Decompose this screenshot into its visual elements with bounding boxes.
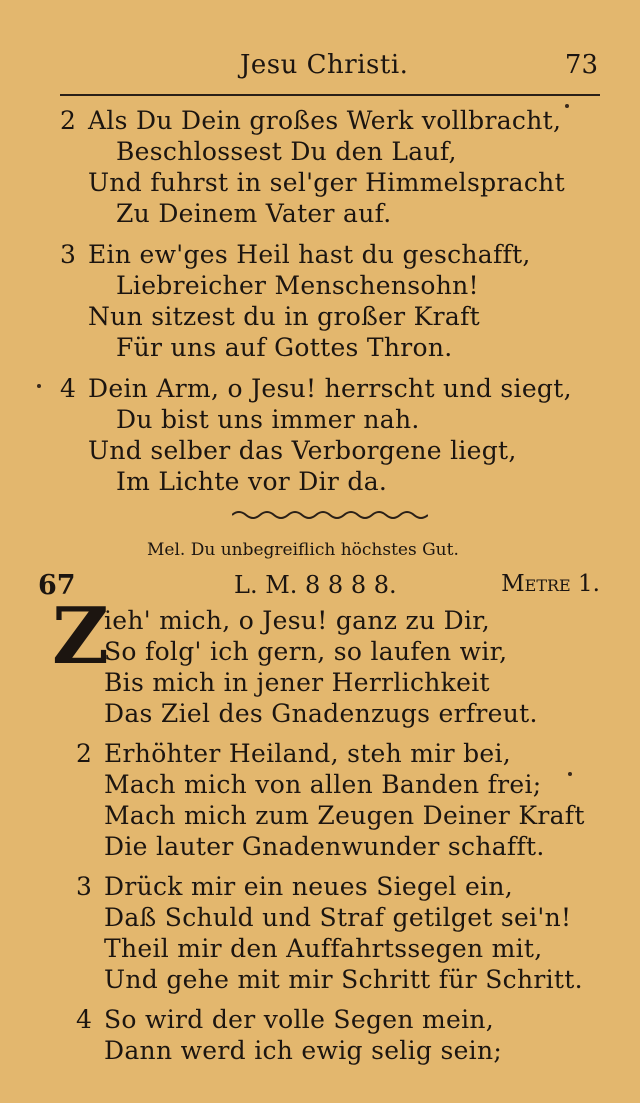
verse-line: Liebreicher Menschensohn! bbox=[116, 271, 479, 300]
verse-line: Zu Deinem Vater auf. bbox=[116, 199, 392, 228]
stanza-number: 2 bbox=[60, 106, 76, 135]
stanza-number: 4 bbox=[60, 374, 76, 403]
verse-line: Für uns auf Gottes Thron. bbox=[116, 333, 453, 362]
running-head bbox=[0, 50, 640, 86]
verse-line: ieh' mich, o Jesu! ganz zu Dir, bbox=[104, 606, 490, 635]
melody-note: Mel. Du unbegreiflich höchstes Gut. bbox=[147, 540, 459, 560]
hymn-separator-ornament bbox=[232, 509, 428, 521]
print-speck bbox=[565, 104, 569, 108]
running-title: Jesu Christi. bbox=[240, 50, 409, 80]
verse-line: Drück mir ein neues Siegel ein, bbox=[104, 872, 513, 901]
stanza-number: 3 bbox=[60, 240, 76, 269]
verse-line: Und gehe mit mir Schritt für Schritt. bbox=[104, 965, 583, 994]
verse-line: Theil mir den Auffahrtssegen mit, bbox=[104, 934, 543, 963]
meter: L. M. 8 8 8 8. bbox=[234, 571, 397, 599]
header-rule bbox=[60, 94, 600, 96]
verse-line: Und fuhrst in sel'ger Himmelspracht bbox=[88, 168, 565, 197]
verse-line: Im Lichte vor Dir da. bbox=[116, 467, 388, 496]
page-number: 73 bbox=[564, 50, 598, 80]
stanza-number: 3 bbox=[76, 872, 92, 901]
verse-line: Bis mich in jener Herrlichkeit bbox=[104, 668, 490, 697]
verse-line: Erhöhter Heiland, steh mir bei, bbox=[104, 739, 512, 768]
verse-line: Beschlossest Du den Lauf, bbox=[116, 137, 457, 166]
verse-line: Als Du Dein großes Werk vollbracht, bbox=[88, 106, 562, 135]
verse-line: Die lauter Gnadenwunder schafft. bbox=[104, 832, 545, 861]
stanza-number: 4 bbox=[76, 1005, 92, 1034]
verse-line: Daß Schuld und Straf getilget sei'n! bbox=[104, 903, 572, 932]
verse-line: Mach mich von allen Banden frei; bbox=[104, 770, 542, 799]
drop-cap: Z bbox=[52, 591, 109, 682]
verse-line: Das Ziel des Gnadenzugs erfreut. bbox=[104, 699, 538, 728]
verse-line: Ein ew'ges Heil hast du geschafft, bbox=[88, 240, 531, 269]
verse-line: Und selber das Verborgene liegt, bbox=[88, 436, 517, 465]
verse-line: Du bist uns immer nah. bbox=[116, 405, 420, 434]
verse-line: Dann werd ich ewig selig sein; bbox=[104, 1036, 503, 1065]
stanza-number: 2 bbox=[76, 739, 92, 768]
print-speck bbox=[568, 772, 572, 776]
verse-line: Nun sitzest du in großer Kraft bbox=[88, 302, 481, 331]
verse-line: Dein Arm, o Jesu! herrscht und siegt, bbox=[88, 374, 572, 403]
verse-line: Mach mich zum Zeugen Deiner Kraft bbox=[104, 801, 585, 830]
verse-line: So folg' ich gern, so laufen wir, bbox=[104, 637, 508, 666]
metre-label: Metre 1. bbox=[501, 571, 600, 597]
hymn-number: 67 bbox=[38, 570, 76, 601]
print-speck bbox=[37, 384, 41, 388]
verse-line: So wird der volle Segen mein, bbox=[104, 1005, 495, 1034]
